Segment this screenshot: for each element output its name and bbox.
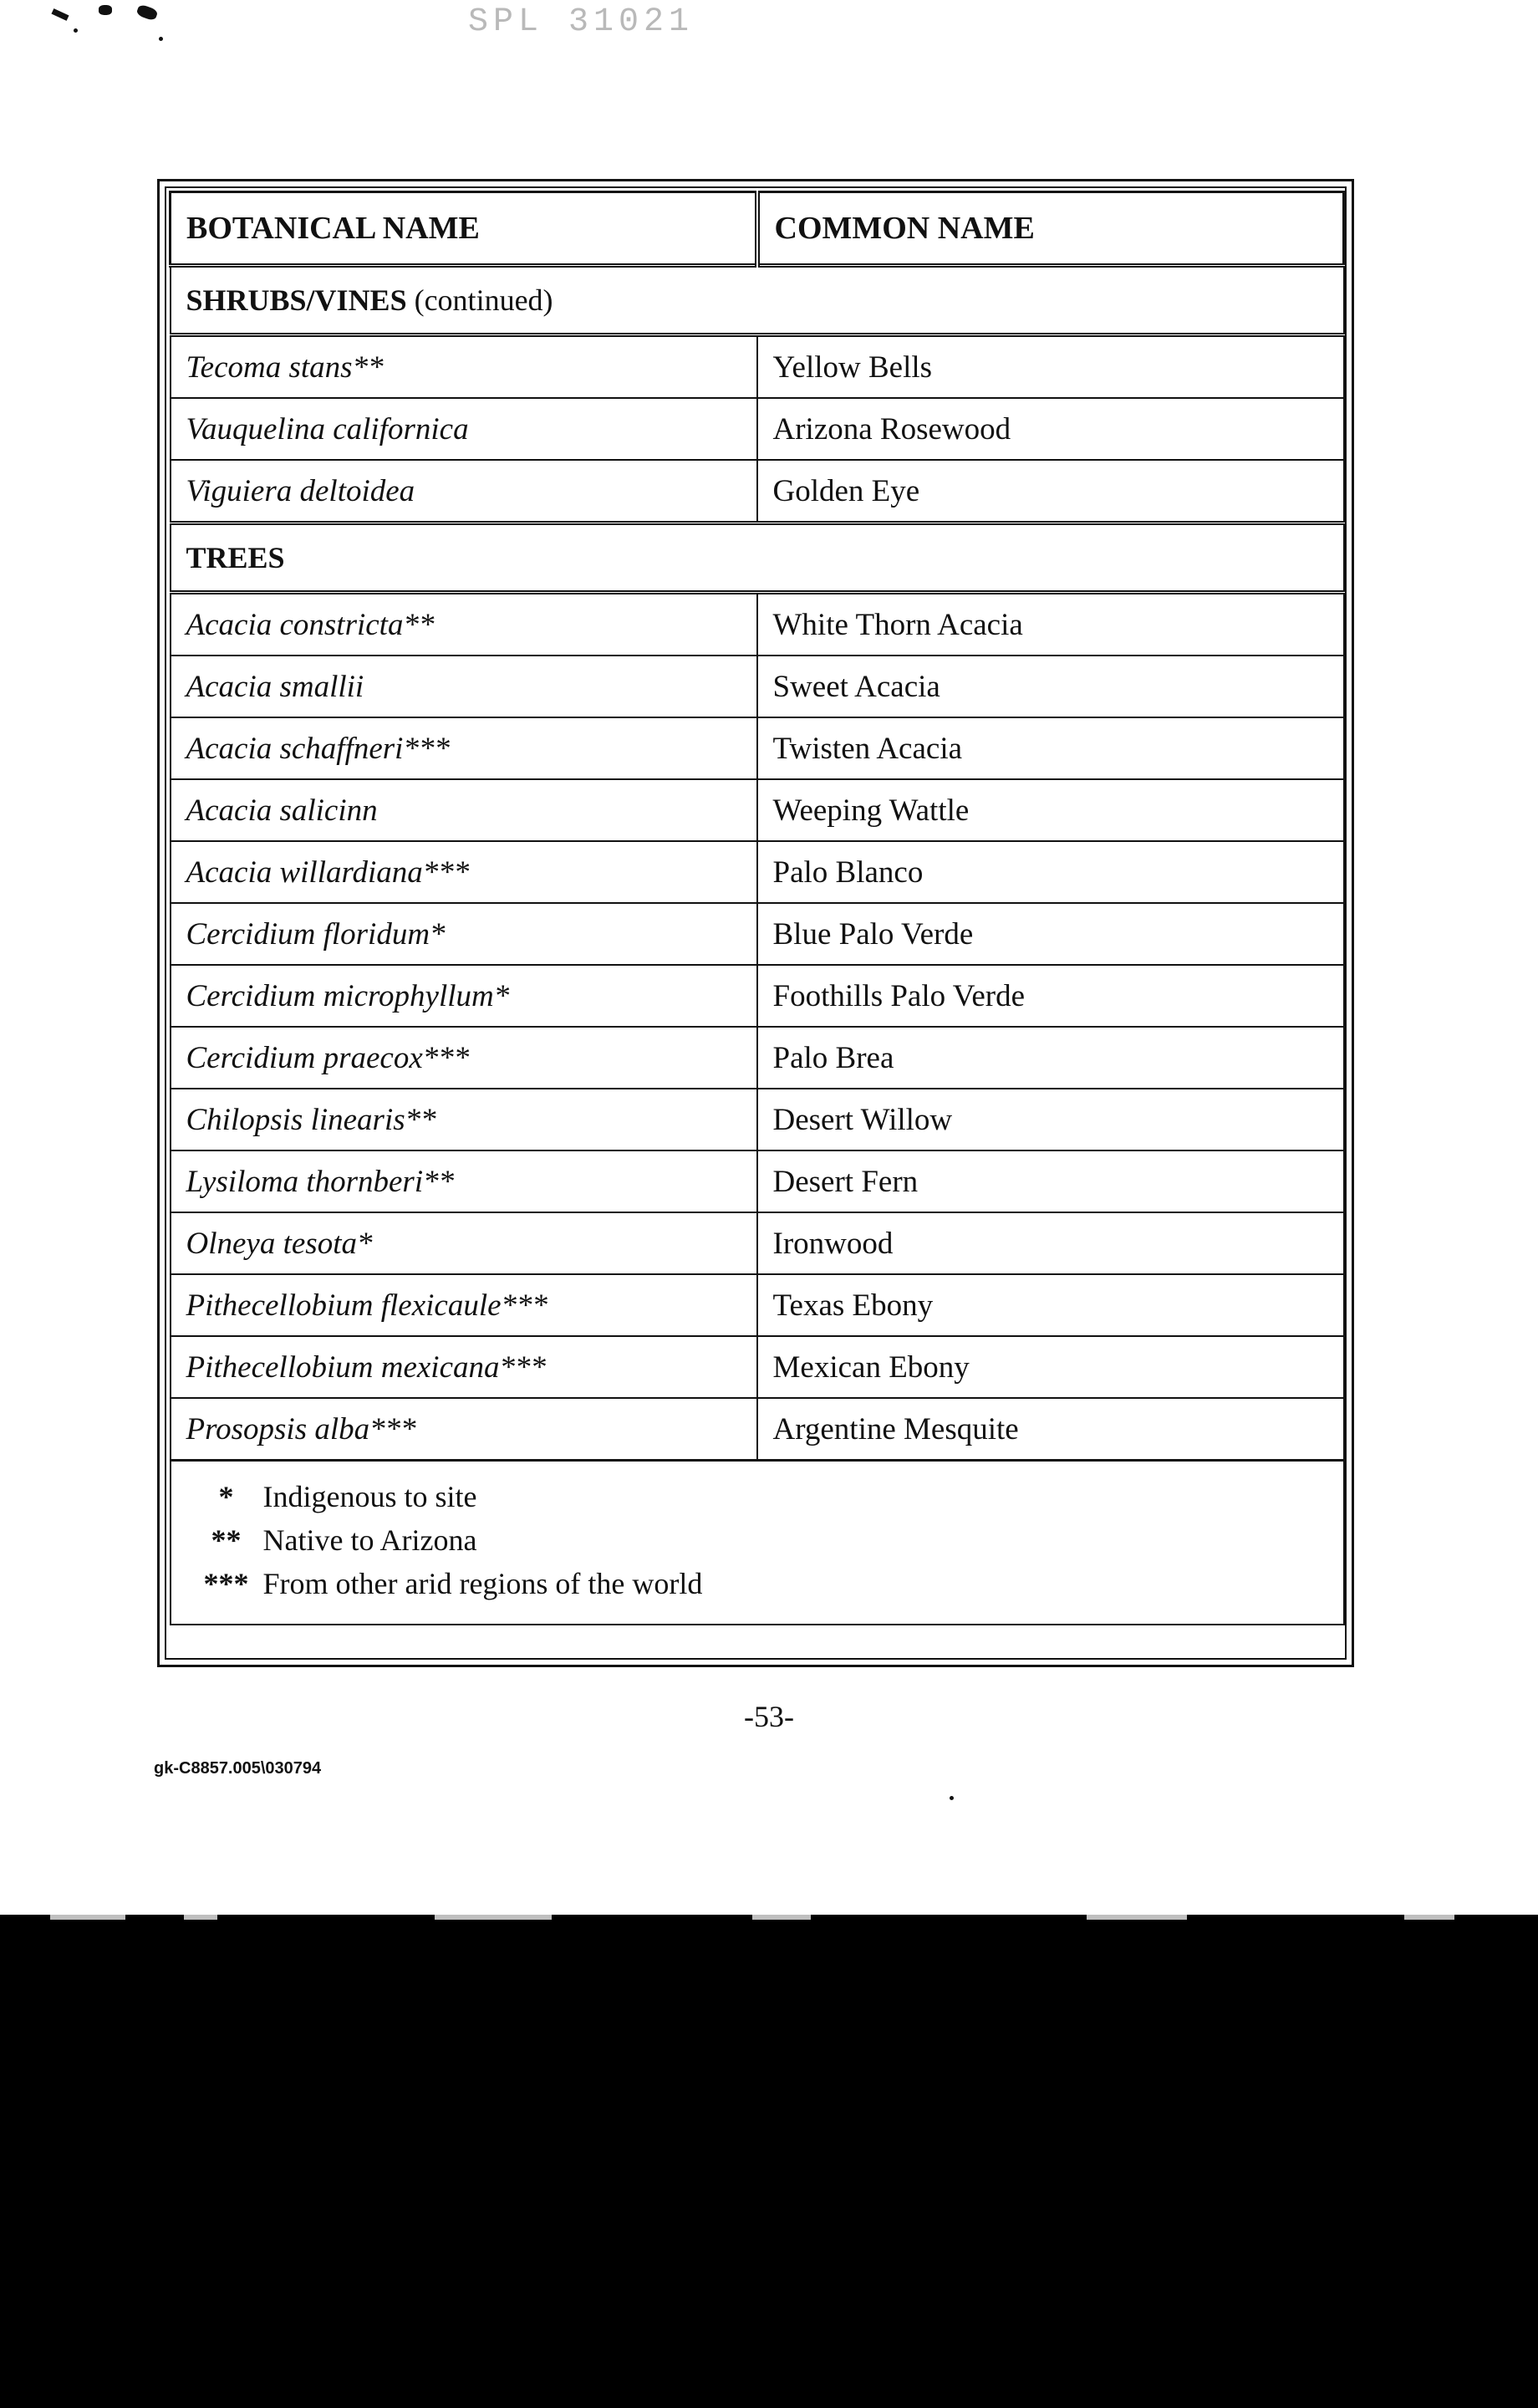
section-header-row [171, 266, 1344, 335]
file-reference: gk-C8857.005\030794 [154, 1759, 322, 1778]
botanical-name-cell: Vauquelina californica [171, 398, 757, 460]
scan-noise [50, 1911, 125, 1920]
legend-row [171, 1461, 1344, 1625]
botanical-name-cell: Tecoma stans** [171, 335, 757, 399]
common-name-cell: Palo Blanco [757, 841, 1344, 903]
scan-noise [752, 1911, 811, 1920]
common-name-cell: Desert Willow [757, 1089, 1344, 1150]
botanical-name-cell: Cercidium microphyllum* [171, 965, 757, 1027]
table-row [171, 1150, 1344, 1212]
common-name-cell: Ironwood [757, 1212, 1344, 1274]
section-header-row [171, 523, 1344, 593]
table-header-row [171, 192, 1344, 266]
scan-speck [74, 28, 78, 33]
section-title-text: TREES [186, 541, 285, 574]
page-number: -53- [744, 1700, 794, 1733]
legend [171, 1461, 1344, 1625]
table-row [171, 1089, 1344, 1150]
botanical-name-cell: Acacia salicinn [171, 779, 757, 841]
table-row [171, 1212, 1344, 1274]
scan-speck [950, 1796, 954, 1800]
botanical-name-cell: Chilopsis linearis** [171, 1089, 757, 1150]
common-name-header: COMMON NAME [757, 192, 1344, 266]
table-row [171, 1336, 1344, 1398]
section-title [171, 266, 1344, 335]
common-name-cell: Desert Fern [757, 1150, 1344, 1212]
botanical-name-cell: Pithecellobium mexicana*** [171, 1336, 757, 1398]
botanical-name-cell: Cercidium floridum* [171, 903, 757, 965]
table-row [171, 903, 1344, 965]
section-title-text: SHRUBS/VINES [186, 283, 407, 317]
common-name-cell: Sweet Acacia [757, 656, 1344, 717]
botanical-name-cell: Acacia schaffneri*** [171, 717, 757, 779]
botanical-name-cell: Acacia constricta** [171, 593, 757, 656]
scan-speck [51, 8, 69, 21]
common-name-cell: Blue Palo Verde [757, 903, 1344, 965]
common-name-cell: Twisten Acacia [757, 717, 1344, 779]
botanical-name-cell: Prosopsis alba*** [171, 1398, 757, 1461]
scan-noise [435, 1911, 552, 1920]
common-name-cell: Weeping Wattle [757, 779, 1344, 841]
table-row [171, 593, 1344, 656]
botanical-name-cell: Olneya tesota* [171, 1212, 757, 1274]
common-name-cell: Texas Ebony [757, 1274, 1344, 1336]
plant-table [169, 191, 1345, 1625]
section-title [171, 523, 1344, 593]
botanical-name-header: BOTANICAL NAME [171, 192, 757, 266]
botanical-name-cell: Acacia willardiana*** [171, 841, 757, 903]
botanical-name-cell: Lysiloma thornberi** [171, 1150, 757, 1212]
scan-speck [99, 5, 112, 15]
table-row [171, 460, 1344, 523]
legend-symbol: ** [211, 1523, 242, 1557]
common-name-cell: Foothills Palo Verde [757, 965, 1344, 1027]
legend-item [190, 1562, 1325, 1605]
legend-symbol: *** [203, 1567, 249, 1600]
botanical-name-cell: Viguiera deltoidea [171, 460, 757, 523]
section-title-suffix: (continued) [406, 283, 553, 317]
table-row [171, 1274, 1344, 1336]
table-row [171, 1398, 1344, 1461]
common-name-cell: Arizona Rosewood [757, 398, 1344, 460]
scan-black-band [0, 1915, 1538, 2408]
legend-text: From other arid regions of the world [262, 1567, 703, 1600]
common-name-cell: White Thorn Acacia [757, 593, 1344, 656]
common-name-cell: Yellow Bells [757, 335, 1344, 399]
common-name-cell: Mexican Ebony [757, 1336, 1344, 1398]
table-row [171, 841, 1344, 903]
botanical-name-cell: Pithecellobium flexicaule*** [171, 1274, 757, 1336]
table-row [171, 1027, 1344, 1089]
legend-symbol: * [218, 1480, 234, 1513]
scan-noise [1087, 1911, 1187, 1920]
table-row [171, 965, 1344, 1027]
legend-text: Indigenous to site [262, 1480, 477, 1513]
table-row [171, 656, 1344, 717]
scan-stamp: SPL 31021 [468, 3, 695, 41]
scan-noise [184, 1911, 217, 1920]
table-row [171, 335, 1344, 399]
table-row [171, 398, 1344, 460]
legend-item [190, 1475, 1325, 1518]
legend-item [190, 1518, 1325, 1562]
table-row [171, 717, 1344, 779]
scan-speck [159, 37, 163, 41]
botanical-name-cell: Cercidium praecox*** [171, 1027, 757, 1089]
common-name-cell: Golden Eye [757, 460, 1344, 523]
common-name-cell: Palo Brea [757, 1027, 1344, 1089]
table-row [171, 779, 1344, 841]
legend-text: Native to Arizona [262, 1523, 477, 1557]
scan-speck [135, 3, 158, 21]
scan-noise [1404, 1911, 1454, 1920]
botanical-name-cell: Acacia smallii [171, 656, 757, 717]
common-name-cell: Argentine Mesquite [757, 1398, 1344, 1461]
